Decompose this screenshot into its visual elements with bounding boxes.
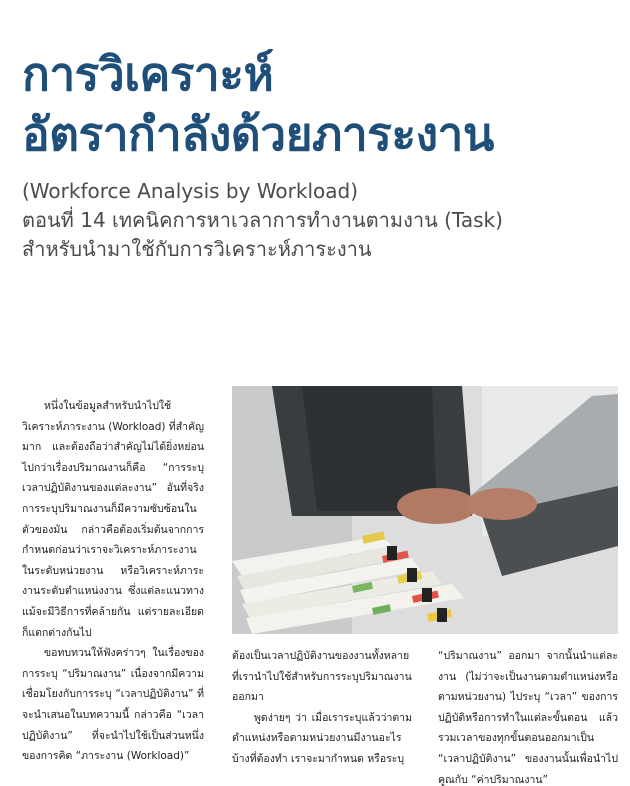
title-line-1: การวิเคราะห์ xyxy=(22,47,274,101)
body-column-right xyxy=(438,646,618,786)
title-line-2: อัตรากำลังด้วยภาระงาน xyxy=(22,107,494,161)
paragraph-2: ขอทบทวนให้ฟังคร่าวๆ ในเรื่องของการระบุ “ปริมาณงาน” เนื่องจากมีความเชื่อมโยงกับการระบุ “เวลาปฏิบัติงาน” ที่จะนำเสนอในบทความนี้ กล่าวคือ “เวลาปฏิบัติงาน” ที่จะนำไปใช้เป็นส่วนหนึ่งของการคิด “ภาระงาน (Workload)” xyxy=(22,647,204,763)
paragraph-5: “ปริมาณงาน” ออกมา จากนั้นนำแต่ละงาน (ไม่ว่าจะเป็นงานตามตำแหน่งหรือตามหน่วยงาน) ไประบุ “เวลา” ของการปฏิบัติหรือการทำในแต่ละขั้นตอน แล้วรวมเวลาของทุกขั้นตอนออกมาเป็น “เวลาปฏิบัติงาน” ของงานนั้นเพื่อนำไปคูณกับ “ค่าปริมาณงาน” xyxy=(438,650,618,786)
paragraph-4: พูดง่ายๆ ว่า เมื่อเราระบุแล้วว่าตามตำแหน่งหรือตามหน่วยงานมีงานอะไรบ้างที่ต้องทำ เราจะมากำหนด หรือระบุ xyxy=(232,711,412,765)
body-column-left xyxy=(22,396,204,767)
article-subtitle xyxy=(22,177,622,264)
body-column-middle xyxy=(232,646,412,770)
article-photo xyxy=(232,386,618,634)
subtitle-episode: ตอนที่ 14 เทคนิคการหาเวลาการทำงานตามงาน (Task) xyxy=(22,208,503,232)
subtitle-purpose: สำหรับนำมาใช้กับการวิเคราะห์ภาระงาน xyxy=(22,237,372,261)
article-title xyxy=(22,44,618,164)
office-documents-image xyxy=(232,386,618,634)
subtitle-english: (Workforce Analysis by Workload) xyxy=(22,179,359,203)
paragraph-3: ต้องเป็นเวลาปฏิบัติงานของงานทั้งหลายที่เรานำไปใช้สำหรับการระบุปริมาณงานออกมา xyxy=(232,650,412,704)
paragraph-1: หนึ่งในข้อมูลสำหรับนำไปใช้วิเคราะห์ภาระงาน (Workload) ที่สำคัญมาก และต้องถือว่าสำคัญไม่ได้ยิ่งหย่อนไปกว่าเรื่องปริมาณงานก็คือ “การระบุเวลาปฏิบัติงานของแต่ละงาน” อันที่จริงการระบุปริมาณงานก็มีความซับซ้อนในตัวของมัน กล่าวคือต้องเริ่มต้นจากการกำหนดก่อนว่าเราจะวิเคราะห์ภาระงานในระดับหน่วยงาน หรือวิเคราะห์ภาระงานระดับตำแหน่งงาน ซึ่งแต่ละแนวทางแม้จะมีวิธีการที่คล้ายกัน แต่รายละเอียดก็แตกต่างกันไป xyxy=(22,400,204,639)
